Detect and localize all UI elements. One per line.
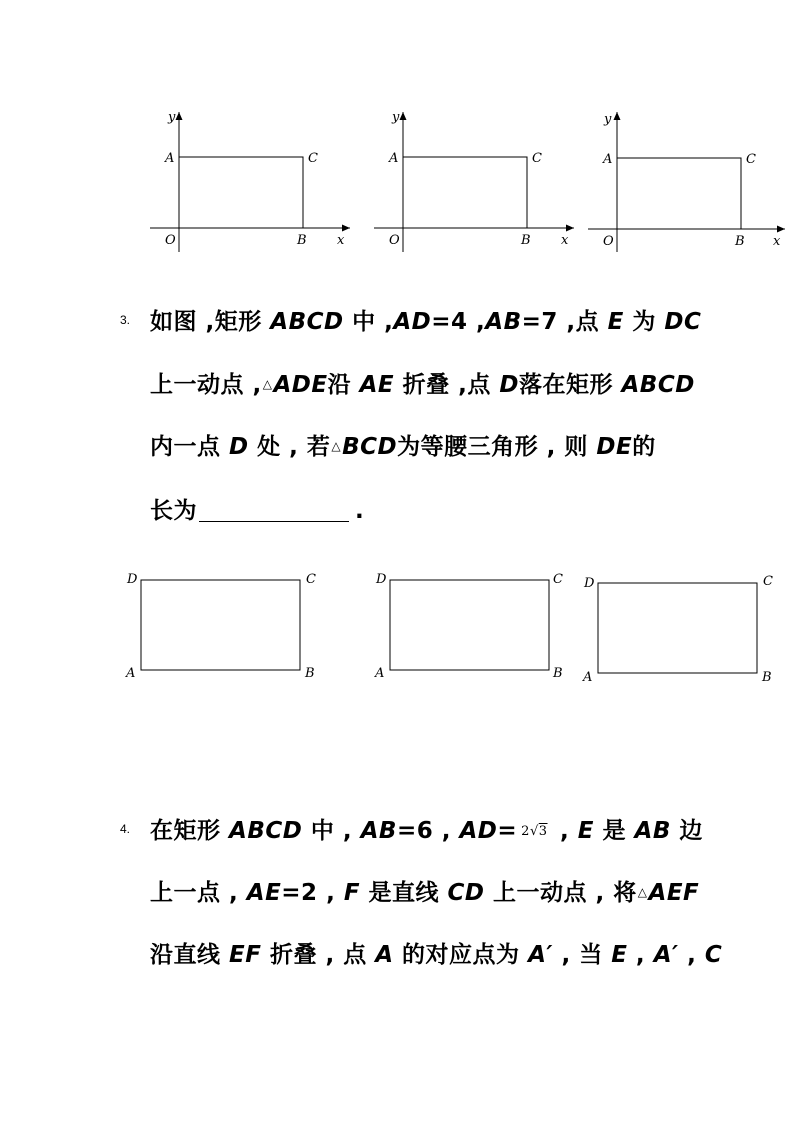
rectangle-abcd: [390, 580, 549, 670]
label-b: B: [762, 670, 772, 685]
label-c: C: [532, 151, 542, 166]
q3-line-4: 长为 .: [150, 498, 365, 524]
rectangle-figure-3: [577, 570, 787, 690]
rectangle-figure-1: [120, 568, 330, 688]
x-axis-arrow-icon: [777, 226, 785, 233]
q4-line-2: 上一点 , AE=2 , F 是直线 CD 上一动点 , 将△AEF: [150, 880, 700, 906]
label-o: O: [165, 233, 176, 248]
label-a: A: [583, 670, 593, 685]
label-b: B: [553, 666, 563, 681]
label-x: x: [337, 233, 345, 248]
x-axis-arrow-icon: [342, 225, 350, 232]
label-a: A: [126, 666, 136, 681]
rectangle-figure-2: [369, 568, 579, 688]
y-axis-arrow-icon: [176, 112, 183, 120]
label-d: D: [127, 572, 138, 587]
label-a: A: [375, 666, 385, 681]
label-o: O: [603, 234, 614, 249]
rectangle-aocb: [179, 157, 303, 228]
label-x: x: [773, 234, 781, 249]
label-b: B: [521, 233, 531, 248]
label-c: C: [553, 572, 563, 587]
x-axis-arrow-icon: [566, 225, 574, 232]
label-c: C: [308, 151, 318, 166]
label-a: A: [603, 152, 613, 167]
label-y: y: [392, 110, 400, 125]
label-b: B: [305, 666, 315, 681]
label-d: D: [584, 576, 595, 591]
q4-line-1: 在矩形 ABCD 中 , AB=6 , AD= 2√3 , E 是 AB 边: [150, 818, 703, 844]
coordinate-figure-2: [369, 108, 579, 258]
label-c: C: [746, 152, 756, 167]
label-o: O: [389, 233, 400, 248]
question-3-number: 3.: [120, 313, 131, 327]
label-x: x: [561, 233, 569, 248]
triangle-icon: △: [262, 377, 273, 391]
coordinate-figure-1: [145, 108, 355, 258]
triangle-icon: △: [331, 439, 342, 453]
triangle-icon: △: [637, 885, 648, 899]
label-y: y: [168, 110, 176, 125]
question-4-number: 4.: [120, 822, 131, 836]
coordinate-figure-3: [583, 108, 793, 258]
q3-line-2: 上一动点 ,△ADE沿 AE 折叠 ,点 D落在矩形 ABCD: [150, 372, 695, 398]
label-b: B: [735, 234, 745, 249]
y-axis-arrow-icon: [614, 112, 621, 120]
label-c: C: [763, 574, 773, 589]
label-c: C: [306, 572, 316, 587]
label-y: y: [604, 112, 612, 127]
q4-line-3: 沿直线 EF 折叠 , 点 A 的对应点为 A′ , 当 E , A′ , C: [150, 942, 723, 968]
label-a: A: [389, 151, 399, 166]
rectangle-abcd: [598, 583, 757, 673]
y-axis-arrow-icon: [400, 112, 407, 120]
label-b: B: [297, 233, 307, 248]
q3-line-1: 如图 ,矩形 ABCD 中 ,AD=4 ,AB=7 ,点 E 为 DC: [150, 309, 702, 335]
sqrt-expression: 2√3: [521, 824, 548, 839]
rectangle-aocb: [403, 157, 527, 228]
sqrt-icon: √: [529, 824, 539, 839]
label-a: A: [165, 151, 175, 166]
label-d: D: [376, 572, 387, 587]
q3-line-3: 内一点 D 处 , 若△BCD为等腰三角形 , 则 DE的: [150, 434, 656, 460]
answer-blank[interactable]: [199, 501, 349, 522]
rectangle-aocb: [617, 158, 741, 229]
rectangle-abcd: [141, 580, 300, 670]
